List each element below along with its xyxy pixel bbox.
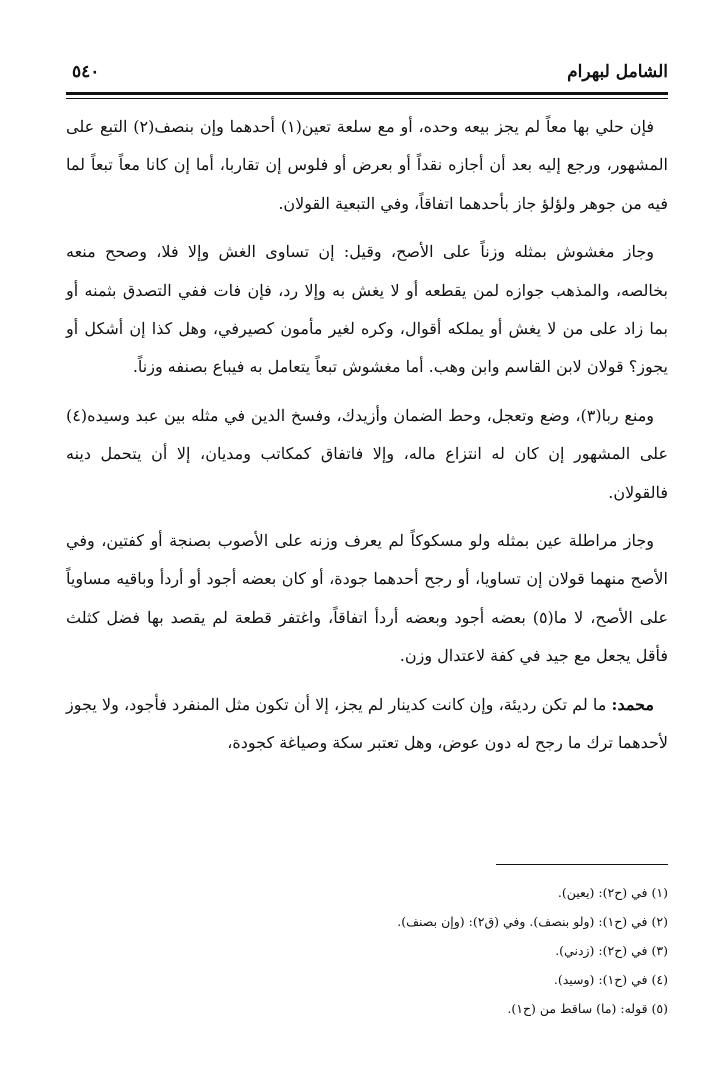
footnote-2: (٢) في (ح١): (ولو بنصف). وفي (ق٢): (وإن بصنف).	[397, 914, 668, 929]
running-header	[66, 60, 668, 92]
paragraph-1: فإن حلي بها معاً لم يجز بيعه وحده، أو مع سلعة تعين(١) أحدهما وإن بنصف(٢) التبع على المشهور، ورجع إليه بعد أن أجازه نقداً أو بعرض أو فلوس إن تقاربا، أما إن كانا معاً تبعاً لما فيه من جوهر ولؤلؤ جاز بأحدهما اتفاقاً، وفي التبعية القولان.	[66, 117, 668, 213]
footnote-3: (٣) في (ح٢): (زدني).	[555, 943, 668, 958]
paragraph-3: ومنع ربا(٣)، وضع وتعجل، وحط الضمان وأزيدك، وفسخ الدين في مثله بين عبد وسيده(٤) على المشهور إن كان له انتزاع ماله، وإلا فاتفاق كمكاتب ومديان، إلا أن يتحمل دينه فالقولان.	[66, 405, 668, 502]
header-rule-thick	[66, 92, 668, 95]
header-rule-thin	[66, 98, 668, 99]
page-number: ٥٤٠	[72, 62, 100, 82]
footnote-4: (٤) في (ح١): (وسيد).	[553, 972, 668, 987]
book-title: الشامل لبهرام	[567, 62, 668, 82]
paragraph-5-text: ما لم تكن رديئة، وإن كانت كدينار لم يجز، إلا أن تكون مثل المنفرد فأجود، ولا يجوز لأحدهما ترك ما رجح له دون عوض، وهل تعتبر سكة وصياغة كجودة،	[66, 694, 668, 753]
paragraph-4: وجاز مراطلة عين بمثله ولو مسكوكاً لم يعرف وزنه على الأصوب بصنجة أو كفتين، وفي الأصح منهما قولان إن تساويا، أو رجح أحدهما جودة، أو كان بعضه أجود أو أردأ وباقيه مساوياً على الأصح، لا ما(٥) بعضه أجود وبعضه أردأ اتفاقاً، واغتفر قطعة لم يقصد بها فضل كثلث فأقل يجعل مع جيد في كفة لاعتدال وزن.	[66, 531, 668, 666]
footnote-5: (٥) قوله: (ما) ساقط من (ح١).	[507, 1001, 668, 1016]
footnotes	[66, 878, 668, 1023]
paragraph-5	[66, 686, 668, 763]
footnote-separator	[496, 864, 668, 865]
paragraph-2: وجاز مغشوش بمثله وزناً على الأصح، وقيل: إن تساوى الغش وإلا فلا، وصحح منعه بخالصه، والمذهب جوازه لمن يقطعه أو لا يغش به وإلا رد، فإن فات ففي التصدق بثمنه أو بما زاد على من لا يغش أو يملكه أقوال، وكره لغير مأمون كصيرفي، وهل كذا إن أشكل أو يجوز؟ قولان لابن القاسم وابن وهب. أما مغشوش تبعاً يتعامل به فيباع بصنفه وزناً.	[66, 242, 669, 377]
footnote-1: (١) في (ح٢): (يعين).	[557, 885, 668, 900]
main-text	[66, 108, 668, 773]
speaker-name: محمد:	[611, 694, 654, 714]
